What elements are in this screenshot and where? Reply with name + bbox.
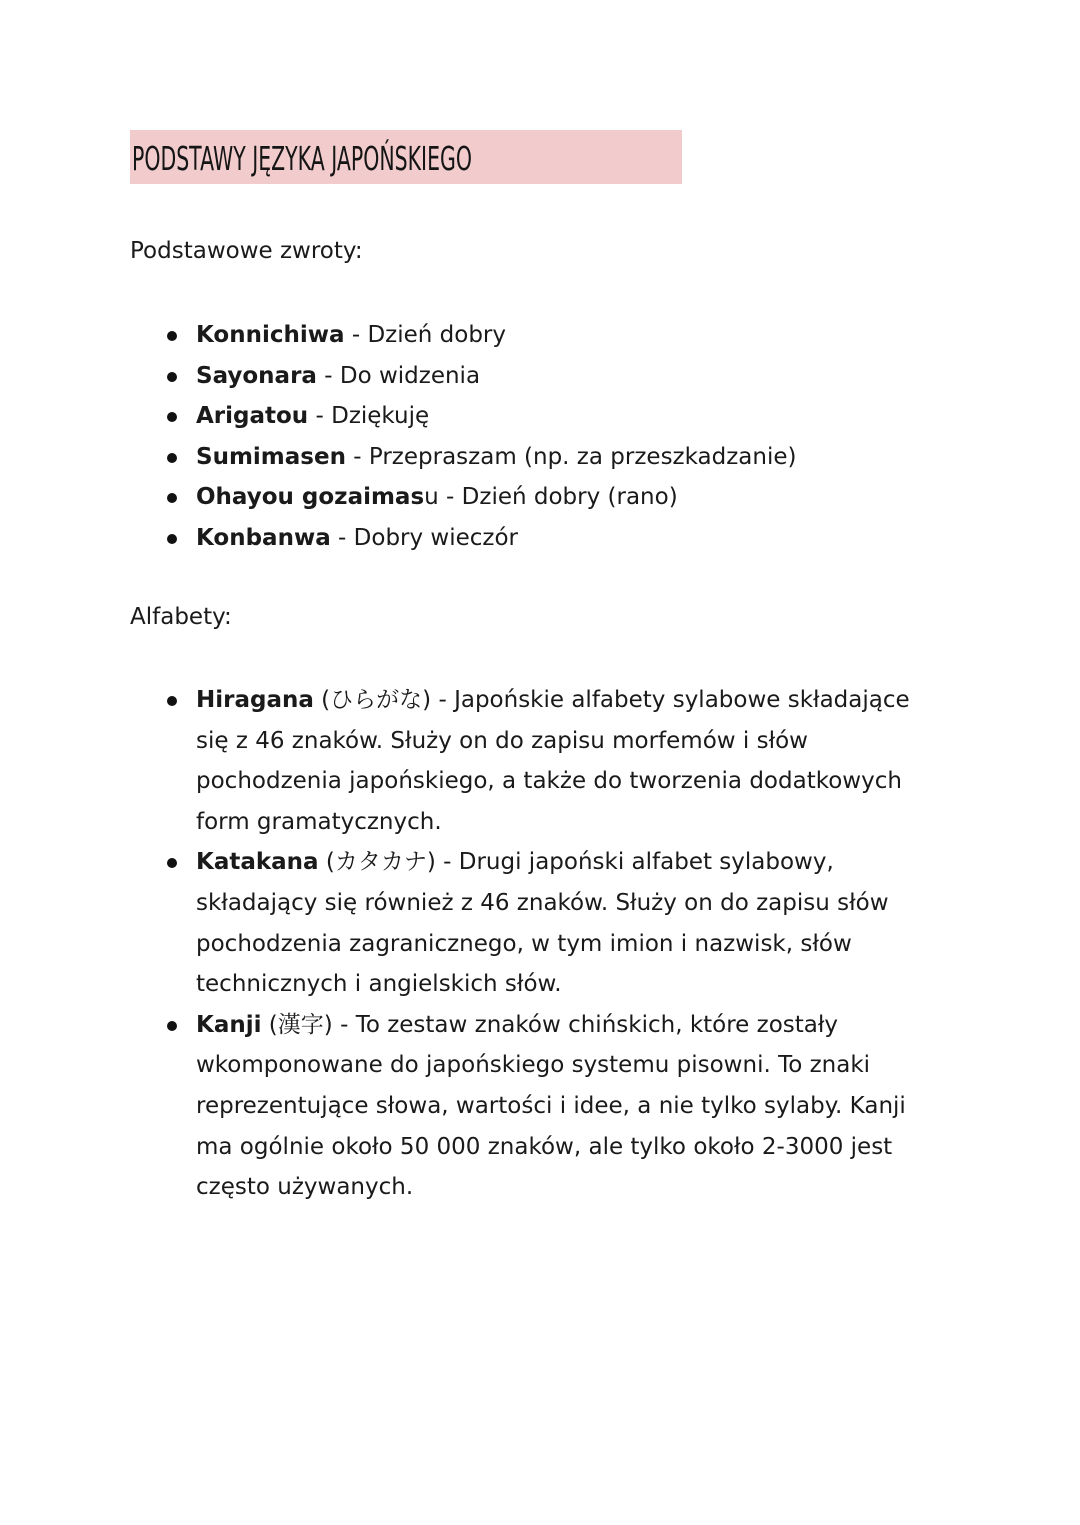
list-item xyxy=(130,396,930,437)
phrase-translation: Dzień dobry xyxy=(367,322,506,348)
list-item xyxy=(130,356,930,397)
separator: - xyxy=(330,524,354,551)
alphabet-term: Hiragana xyxy=(196,687,314,713)
phrase-translation: Przepraszam (np. za przeszkadzanie) xyxy=(368,443,797,470)
alphabet-description: To zestaw znaków chińskich, które zostały wkomponowane do japońskiego systemu pisowni. To znaki reprezentujące słowa, wartości i idee, a nie tylko sylaby. Kanji ma ogólnie około 50 000 znaków, ale tylko około 2-3000 jest często używanych. xyxy=(196,1011,906,1201)
separator: - xyxy=(316,362,340,389)
bullet-icon xyxy=(167,493,177,503)
alphabet-term: Kanji xyxy=(196,1011,262,1038)
alphabets-list xyxy=(130,680,930,1208)
title-highlight xyxy=(130,130,682,184)
phrase-term-tail: u xyxy=(424,484,439,511)
alphabet-description: Japońskie alfabety sylabowe składające się z 46 znaków. Służy on do zapisu morfemów i słów pochodzenia japońskiego, a także do tworzenia dodatkowych form gramatycznych. xyxy=(196,687,910,835)
alphabet-kana: (ひらがな) xyxy=(313,687,432,713)
page-title: PODSTAWY JĘZYKA JAPOŃSKIEGO xyxy=(132,138,472,178)
separator: - xyxy=(344,322,368,348)
phrase-term: Sumimasen xyxy=(196,443,346,470)
bullet-icon xyxy=(167,412,177,422)
list-item xyxy=(130,680,930,842)
separator: - xyxy=(435,849,459,876)
bullet-icon xyxy=(167,331,177,341)
phrases-heading: Podstawowe zwroty: xyxy=(130,238,363,264)
separator: - xyxy=(438,484,462,511)
list-item xyxy=(130,1005,930,1208)
phrase-term: Konnichiwa xyxy=(196,322,345,348)
list-item xyxy=(130,315,930,356)
phrase-term: Sayonara xyxy=(196,362,317,389)
separator: - xyxy=(332,1011,356,1038)
phrase-translation: Dzień dobry (rano) xyxy=(461,484,678,511)
phrase-term: Arigatou xyxy=(196,403,309,430)
bullet-icon xyxy=(167,858,177,868)
list-item xyxy=(130,518,930,559)
phrase-term: Konbanwa xyxy=(196,524,331,551)
alphabet-term: Katakana xyxy=(196,849,319,876)
list-item xyxy=(130,842,930,1004)
separator: - xyxy=(431,687,455,713)
phrases-list xyxy=(130,315,930,559)
list-item xyxy=(130,477,930,518)
phrase-term: Ohayou gozaimas xyxy=(196,484,425,511)
alphabet-kana: (カタカナ) xyxy=(318,849,436,876)
alphabet-kana: (漢字) xyxy=(261,1011,333,1038)
phrase-translation: Do widzenia xyxy=(339,362,481,389)
bullet-icon xyxy=(167,696,177,706)
bullet-icon xyxy=(167,534,177,544)
alphabet-description: Drugi japoński alfabet sylabowy, składający się również z 46 znaków. Służy on do zapisu słów pochodzenia zagranicznego, w tym imion i nazwisk, słów technicznych i angielskich słów. xyxy=(196,849,889,998)
phrase-translation: Dziękuję xyxy=(331,403,430,430)
phrase-translation: Dobry wieczór xyxy=(353,524,519,551)
separator: - xyxy=(345,443,369,470)
bullet-icon xyxy=(167,372,177,382)
bullet-icon xyxy=(167,1021,177,1031)
alphabets-heading: Alfabety: xyxy=(130,604,232,630)
list-item xyxy=(130,437,930,478)
separator: - xyxy=(308,403,332,430)
bullet-icon xyxy=(167,453,177,463)
